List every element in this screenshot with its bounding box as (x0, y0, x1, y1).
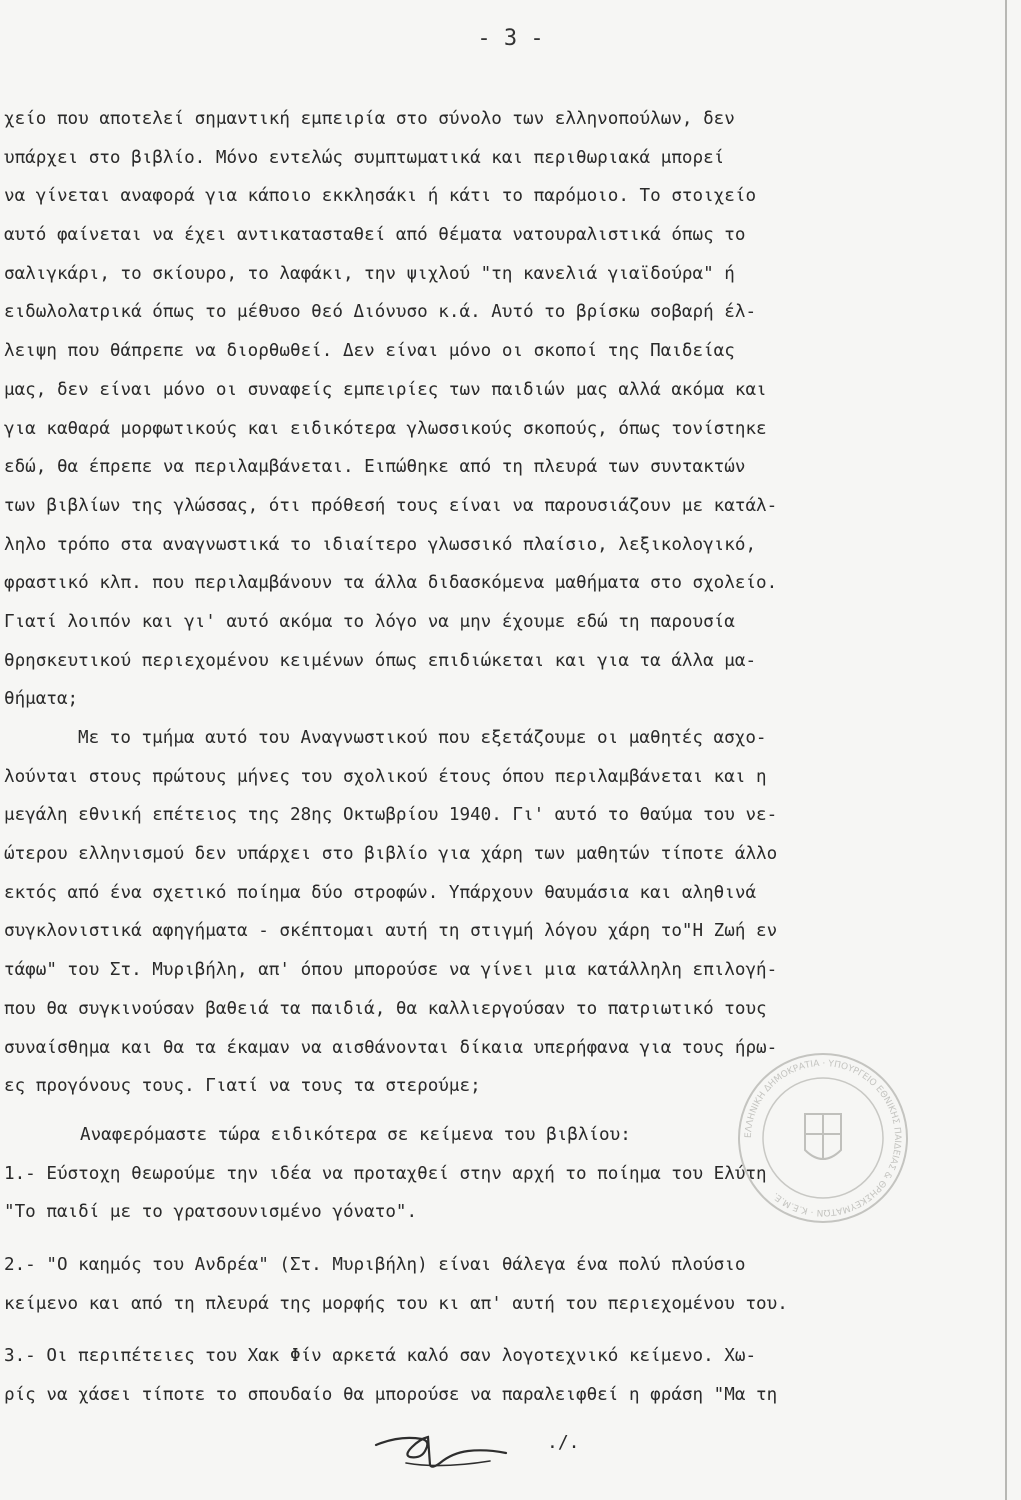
text-line: υπάρχει στο βιβλίο. Μόνο εντελώς συμπτωματικά και περιθωριακά μπορεί (4, 147, 725, 168)
text-line: ες προγόνους τους. Γιατί να τους τα στερούμε; (4, 1076, 481, 1097)
text-line: να γίνεται αναφορά για κάποιο εκκλησάκι ή κάτι το παρόμοιο. Το στοιχείο (4, 186, 757, 207)
text-line: των βιβλίων της γλώσσας, ότι πρόθεσή τους είναι να παρουσιάζουν με κατάλ- (4, 495, 778, 516)
text-line: μας, δεν είναι μόνο οι συναφείς εμπειρίες των παιδιών μας αλλά ακόμα και (4, 379, 767, 400)
text-line: τάφω" του Στ. Μυριβήλη, απ' όπου μπορούσε να γίνει μια κατάλληλη επιλογή- (4, 960, 778, 981)
text-line: αυτό φαίνεται να έχει αντικατασταθεί από θέματα νατουραλιστικά όπως το (4, 225, 746, 246)
text-line: εκτός από ένα σχετικό ποίημα δύο στροφών. Υπάρχουν θαυμάσια και αληθινά (4, 882, 757, 903)
list-item-3: 3.- Οι περιπέτειες του Χακ Φίν αρκετά καλό σαν λογοτεχνικό κείμενο. Χω- (4, 1346, 757, 1367)
text-line: εδώ, θα έπρεπε να περιλαμβάνεται. Ειπώθηκε από τη πλευρά των συντακτών (4, 457, 746, 478)
paper-edge (1005, 0, 1007, 1500)
text-line: ρίς να χάσει τίποτε το σπουδαίο θα μπορούσε να παραλειφθεί η φράση "Μα τη (4, 1385, 778, 1405)
text-line: ληλο τρόπο στα αναγνωστικά το ιδιαίτερο γλωσσικό πλαίσιο, λεξικολογικό, (4, 534, 757, 555)
text-line: "Το παιδί με το γρατσουνισμένο γόνατο". (4, 1202, 418, 1223)
seal-text: ΕΛΛΗΝΙΚΗ ΔΗΜΟΚΡΑΤΙΑ · ΥΠΟΥΡΓΕΙΟ ΕΘΝΙΚΗΣ ΠΑΙΔΕΙΑΣ & ΘΡΗΣΚΕΥΜΑΤΩΝ · Κ.Ε.Μ.Ε. (743, 1058, 903, 1218)
text-line: ειδωλολατρικά όπως το μέθυσο θεό Διόνυσο κ.ά. Αυτό το βρίσκω σοβαρή έλ- (4, 302, 757, 323)
text-line: συγκλονιστικά αφηγήματα - σκέπτομαι αυτή τη στιγμή λόγου χάρη το"Η Ζωή εν (4, 921, 778, 942)
handwritten-signature (370, 1425, 510, 1475)
closing-mark: ./. (547, 1432, 580, 1453)
text-line: θρησκευτικού περιεχομένου κειμένων όπως επιδιώκεται και για τα άλλα μα- (4, 650, 757, 671)
text-line: λούνται στους πρώτους μήνες του σχολικού έτους όπου περιλαμβάνεται και η (4, 766, 767, 787)
text-line: ώτερου ελληνισμού δεν υπάρχει στο βιβλίο για χάρη των μαθητών τίποτε άλλο (4, 844, 778, 865)
text-line: λειψη που θάπρεπε να διορθωθεί. Δεν είναι μόνο οι σκοποί της Παιδείας (4, 341, 735, 362)
text-line: κείμενο και από τη πλευρά της μορφής του κι απ' αυτή του περιεχομένου του. (4, 1293, 788, 1314)
list-intro-line: Αναφερόμαστε τώρα ειδικότερα σε κείμενα του βιβλίου: (80, 1124, 631, 1145)
text-line: για καθαρά μορφωτικούς και ειδικότερα γλωσσικούς σκοπούς, όπως τονίστηκε (4, 418, 767, 439)
list-item-2: 2.- "Ο καημός του Ανδρέα" (Στ. Μυριβήλη) είναι θάλεγα ένα πολύ πλούσιο (4, 1254, 746, 1275)
text-line: που θα συγκινούσαν βαθειά τα παιδιά, θα καλλιεργούσαν το πατριωτικό τους (4, 998, 767, 1019)
list-item-1: 1.- Εύστοχη θεωρούμε την ιδέα να προταχθεί στην αρχή το ποίημα του Ελύτη (4, 1163, 767, 1184)
text-line: χείο που αποτελεί σημαντική εμπειρία στο σύνολο των ελληνοπούλων, δεν (4, 109, 735, 129)
text-line: συναίσθημα και θα τα έκαμαν να αισθάνονται δίκαια υπερήφανα για τους ήρω- (4, 1037, 778, 1058)
text-line: μεγάλη εθνική επέτειος της 28ης Οκτωβρίου 1940. Γι' αυτό το θαύμα του νε- (4, 805, 778, 826)
text-line: θήματα; (4, 689, 79, 710)
paragraph-start-line: Με το τμήμα αυτό του Αναγνωστικού που εξετάζουμε οι μαθητές ασχο- (78, 728, 767, 748)
text-line: φραστικό κλπ. που περιλαμβάνουν τα άλλα διδασκόμενα μαθήματα στο σχολείο. (4, 573, 778, 594)
text-line: Γιατί λοιπόν και γι' αυτό ακόμα το λόγο να μην έχουμε εδώ τη παρουσία (4, 611, 735, 632)
official-seal-stamp (735, 1050, 911, 1226)
text-line: σαλιγκάρι, το σκίουρο, το λαφάκι, την ψιχλού "τη κανελιά γιαϊδούρα" ή (4, 263, 735, 284)
page-number: - 3 - (477, 26, 544, 51)
